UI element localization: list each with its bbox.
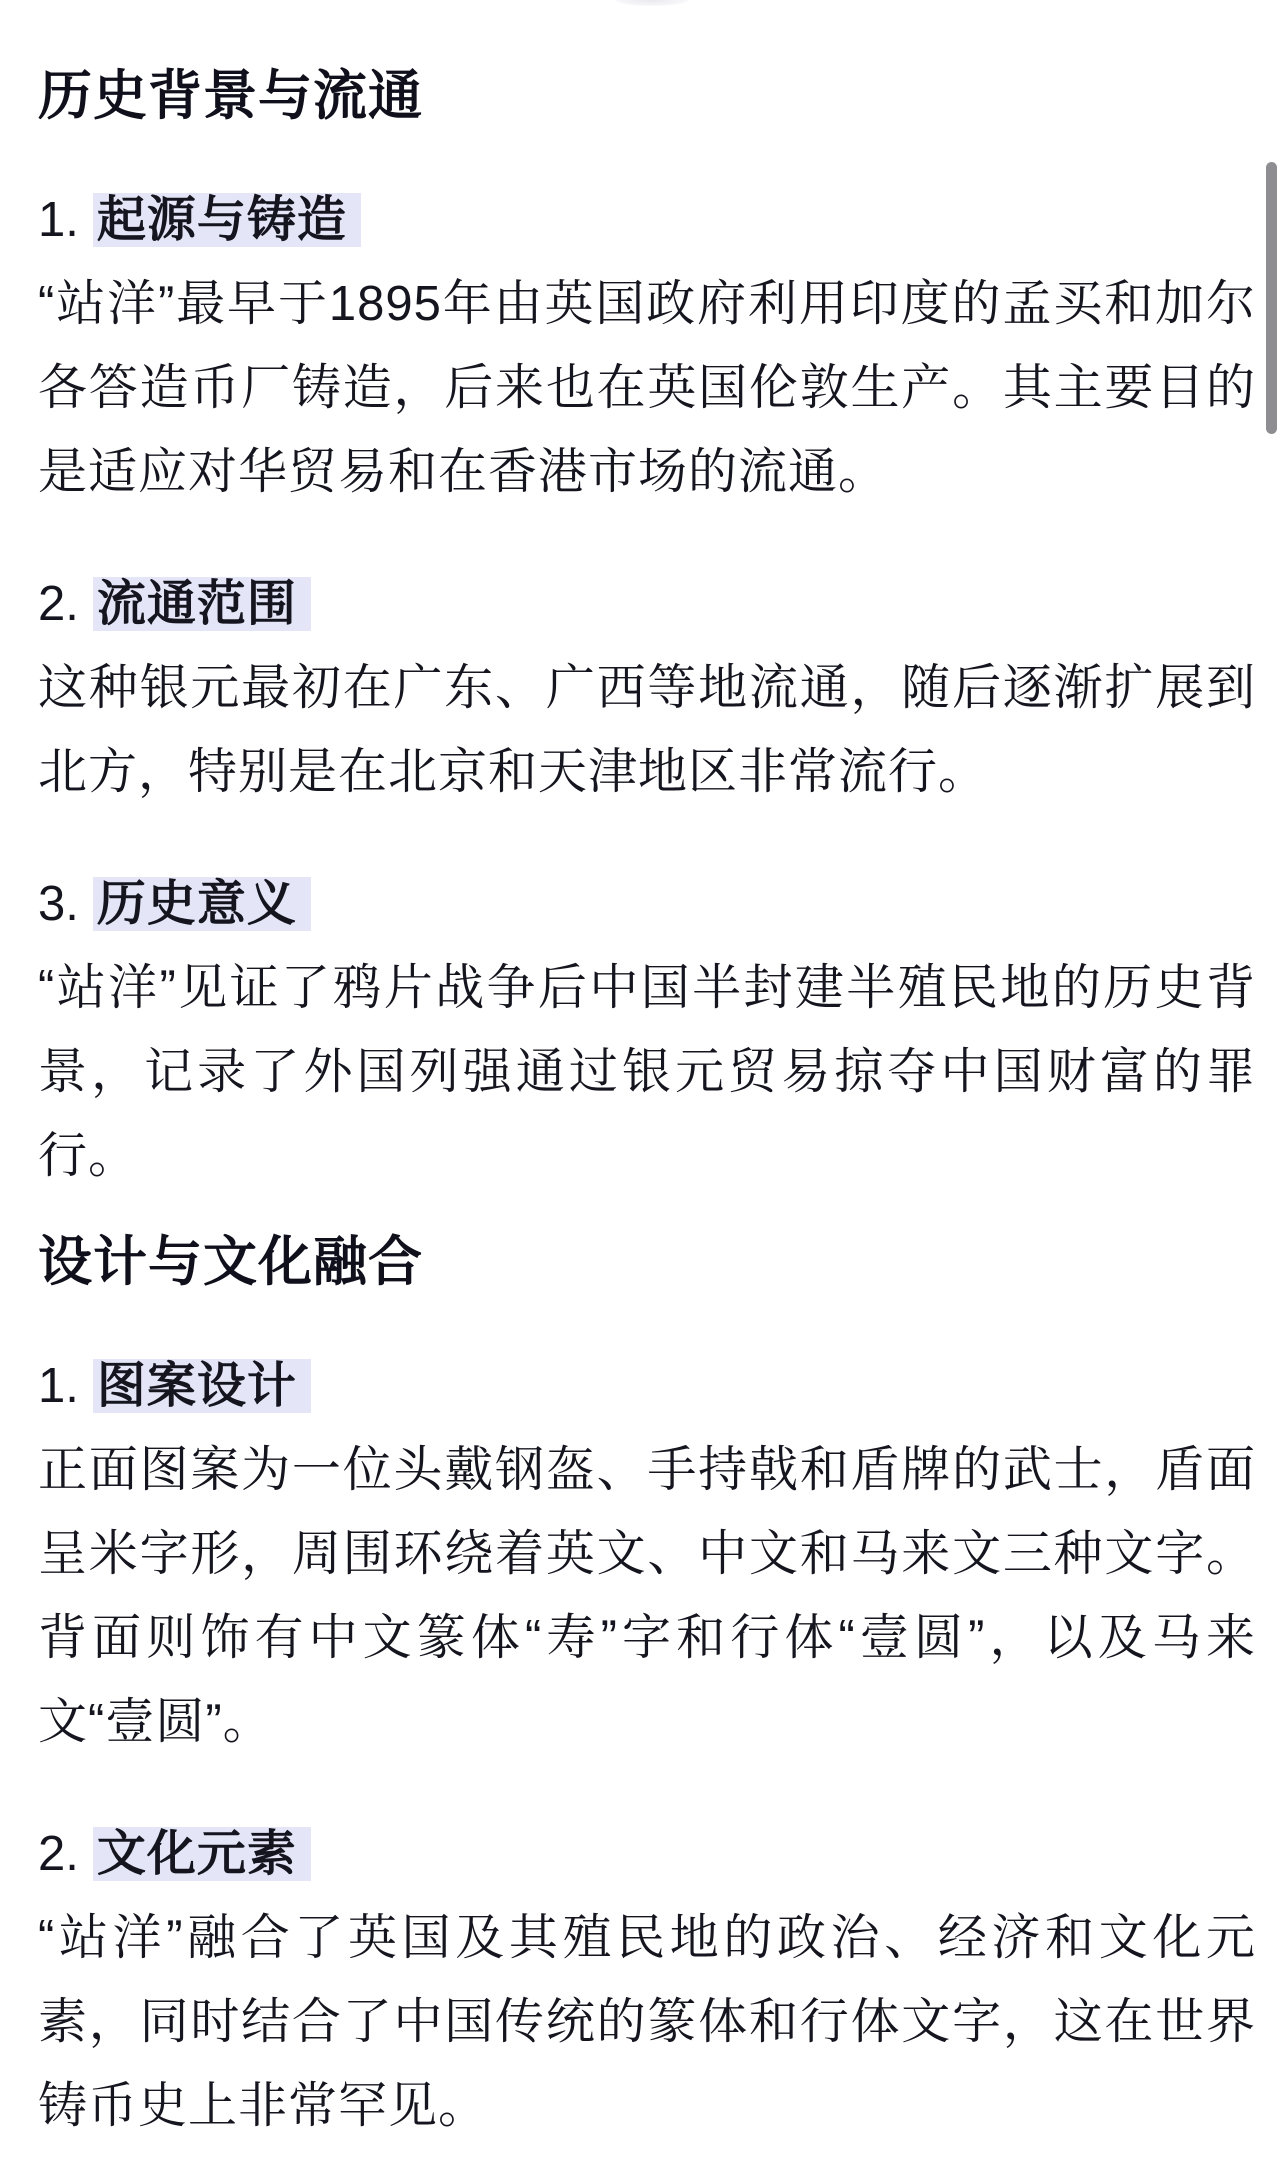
list-item-title [38, 562, 1256, 646]
list-item-term-highlighted: 图案设计 [93, 1359, 311, 1413]
list-item-term-highlighted: 起源与铸造 [93, 193, 361, 247]
list-item-title [38, 178, 1256, 262]
list-item-title [38, 1812, 1256, 1896]
list-item-number: 1. [38, 193, 79, 247]
list-item-number: 2. [38, 1827, 79, 1881]
paragraph: 这种银元最初在广东、广西等地流通，随后逐渐扩展到北方，特别是在北京和天津地区非常流行。 [38, 661, 1256, 799]
list-item-title [38, 862, 1256, 946]
list-item-number: 2. [38, 577, 79, 631]
list-item-title [38, 1344, 1256, 1428]
list-item-number: 1. [38, 1359, 79, 1413]
paragraph: “站洋”最早于1895年由英国政府利用印度的孟买和加尔各答造币厂铸造，后来也在英国伦敦生产。其主要目的是适应对华贸易和在香港市场的流通。 [38, 277, 1256, 499]
paragraph: “站洋”见证了鸦片战争后中国半封建半殖民地的历史背景，记录了外国列强通过银元贸易掠夺中国财富的罪行。 [38, 961, 1256, 1183]
section-heading-history: 历史背景与流通 [38, 66, 423, 126]
scrollbar-thumb[interactable] [1266, 162, 1277, 434]
section-heading-design: 设计与文化融合 [38, 1232, 423, 1292]
article-body [38, 0, 1256, 2148]
paragraph: “站洋”融合了英国及其殖民地的政治、经济和文化元素，同时结合了中国传统的篆体和行体文字，这在世界铸币史上非常罕见。 [38, 1911, 1256, 2133]
list-item-term-highlighted: 流通范围 [93, 577, 311, 631]
list-item-term-highlighted: 历史意义 [93, 877, 311, 931]
list-item-term-highlighted: 文化元素 [93, 1827, 311, 1881]
list-item-number: 3. [38, 877, 79, 931]
paragraph: 正面图案为一位头戴钢盔、手持戟和盾牌的武士，盾面呈米字形，周围环绕着英文、中文和马来文三种文字。背面则饰有中文篆体“寿”字和行体“壹圆”，以及马来文“壹圆”。 [38, 1443, 1256, 1749]
